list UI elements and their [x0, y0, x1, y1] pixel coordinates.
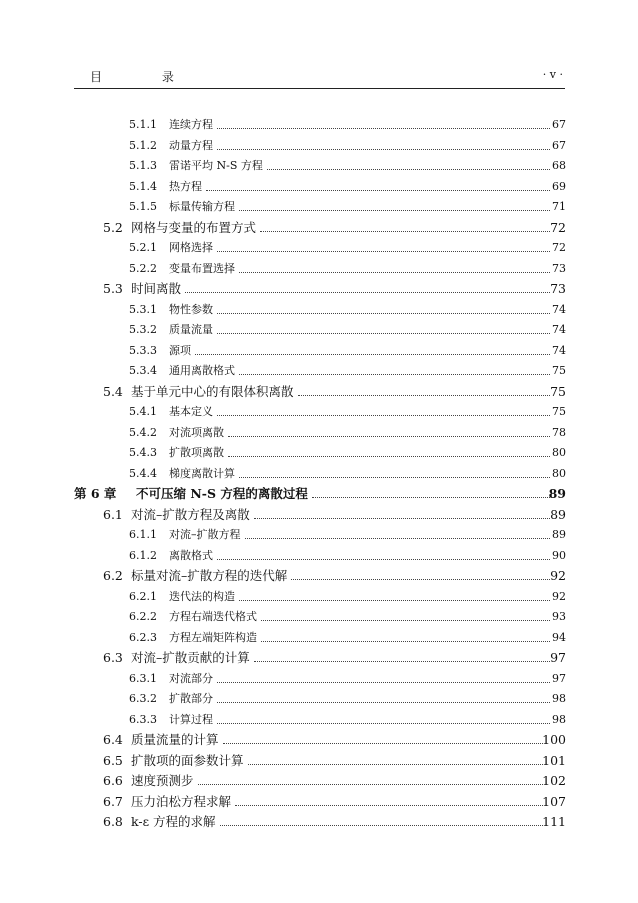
header-page-number: · v ·: [542, 68, 563, 81]
header-rule: [74, 88, 565, 89]
toc-entry: [0, 443, 638, 463]
toc-entry-page: 102: [542, 773, 566, 788]
toc-entry-number: 6.2: [103, 568, 123, 583]
toc-dot-leader: [198, 771, 543, 791]
toc-dot-leader: [267, 156, 550, 176]
toc-entry-page: 80: [552, 466, 566, 480]
toc-entry-number: 5.3: [103, 281, 123, 296]
toc-entry-number: 5.1.2: [129, 138, 157, 152]
toc-entry-title: 基于单元中心的有限体积离散: [131, 383, 294, 399]
toc-entry-number: 5.4.3: [129, 446, 157, 459]
toc-entry-number: 6.2.3: [129, 630, 157, 644]
toc-entry: [0, 136, 638, 156]
toc-entry-title: 基本定义: [169, 405, 213, 418]
toc-dot-leader: [298, 382, 550, 402]
toc-entry-number: 5.1.5: [129, 200, 157, 213]
toc-entry-number: 6.5: [103, 752, 123, 768]
toc-entry-number: 5.1.4: [129, 179, 157, 193]
toc-entry-number: 6.3.2: [129, 692, 157, 705]
toc-entry-title: 离散格式: [169, 548, 213, 562]
toc-entry: [0, 402, 638, 422]
toc-entry-number: 5.3.3: [129, 343, 157, 357]
toc-dot-leader: [291, 566, 550, 586]
toc-entry-number: 第 6 章: [74, 486, 117, 501]
toc-entry: [0, 546, 638, 566]
toc-entry-title: 连续方程: [169, 118, 213, 131]
toc-entry-title: 雷诺平均 N-S 方程: [169, 159, 263, 172]
toc-entry-page: 72: [550, 219, 566, 235]
toc-entry: [0, 156, 638, 176]
toc-entry-page: 89: [550, 506, 566, 522]
toc-dot-leader: [261, 628, 550, 648]
toc-dot-leader: [254, 648, 550, 668]
toc-entry-page: 94: [552, 630, 566, 644]
toc-entry: [0, 792, 638, 812]
toc-entry: [0, 218, 638, 238]
toc-entry-title: 方程右端迭代格式: [169, 610, 257, 623]
toc-dot-leader: [235, 792, 543, 812]
toc-entry-number: 5.4.4: [129, 466, 157, 480]
toc-entry-page: 67: [552, 118, 566, 131]
toc-entry: [0, 259, 638, 279]
toc-entry-title: 热方程: [169, 179, 202, 193]
toc-entry-number: 5.2: [103, 219, 123, 235]
toc-entry: [0, 669, 638, 689]
toc-entry-page: 71: [552, 200, 566, 213]
toc-dot-leader: [217, 689, 550, 709]
toc-dot-leader: [217, 546, 550, 566]
toc-entry-page: 98: [552, 712, 566, 726]
toc-dot-leader: [217, 115, 550, 135]
toc-entry-title: 方程左端矩阵构造: [169, 630, 257, 644]
toc-dot-leader: [195, 341, 550, 361]
toc-entry-page: 75: [552, 364, 566, 377]
toc-dot-leader: [239, 197, 550, 217]
toc-entry-number: 6.3.1: [129, 671, 157, 685]
toc-dot-leader: [217, 238, 550, 258]
toc-entry-page: 90: [552, 548, 566, 562]
toc-entry: [0, 279, 638, 299]
toc-entry-title: 不可压缩 N-S 方程的离散过程: [136, 486, 308, 501]
toc-entry: [0, 341, 638, 361]
toc-entry-page: 78: [552, 425, 566, 439]
toc-dot-leader: [239, 259, 550, 279]
toc-entry-title: 对流–扩散贡献的计算: [131, 650, 250, 665]
toc-entry-title: 梯度离散计算: [169, 466, 235, 480]
toc-entry-page: 107: [542, 793, 566, 809]
toc-entry-number: 5.2.2: [129, 261, 157, 275]
toc-entry-page: 68: [552, 159, 566, 172]
toc-entry: [0, 484, 638, 504]
toc-dot-leader: [312, 484, 550, 504]
toc-entry-number: 6.1.2: [129, 548, 157, 562]
toc-dot-leader: [217, 710, 550, 730]
toc-entry-title: 时间离散: [131, 281, 182, 296]
toc-entry-number: 5.1.1: [129, 118, 157, 131]
toc-entry-title: 源项: [169, 343, 191, 357]
toc-entry: [0, 197, 638, 217]
toc-entry-page: 75: [552, 405, 566, 418]
toc-entry-page: 73: [552, 261, 566, 275]
toc-entry-title: 通用离散格式: [169, 364, 235, 377]
toc-entry-title: 压力泊松方程求解: [131, 793, 232, 809]
toc-entry-title: 质量流量: [169, 323, 213, 336]
toc-entry-page: 75: [550, 383, 566, 399]
toc-entry-number: 6.2.1: [129, 589, 157, 603]
toc-dot-leader: [217, 320, 550, 340]
toc-entry-number: 6.4: [103, 732, 123, 747]
toc-entry-page: 100: [542, 732, 566, 747]
toc-dot-leader: [260, 218, 550, 238]
toc-entry-page: 97: [550, 650, 566, 665]
toc-entry-title: 变量布置选择: [169, 261, 235, 275]
toc-entry-number: 6.1: [103, 506, 123, 522]
toc-entry-page: 93: [552, 610, 566, 623]
toc-entry-number: 6.1.1: [129, 528, 157, 541]
toc-dot-leader: [206, 177, 550, 197]
toc-entry-number: 5.4: [103, 383, 123, 399]
toc-entry-title: 对流部分: [169, 671, 213, 685]
toc-entry: [0, 628, 638, 648]
toc-dot-leader: [228, 443, 550, 463]
toc-entry-page: 74: [552, 302, 566, 316]
toc-entry-title: 网格选择: [169, 241, 213, 254]
toc-dot-leader: [217, 300, 550, 320]
toc-dot-leader: [217, 402, 550, 422]
toc-entry-number: 6.8: [103, 814, 123, 829]
toc-entry-title: 对流–扩散方程及离散: [131, 506, 250, 522]
toc-entry-number: 6.7: [103, 793, 123, 809]
toc-entry: [0, 587, 638, 607]
toc-entry-number: 5.4.2: [129, 425, 157, 439]
toc-dot-leader: [217, 669, 550, 689]
toc-entry-title: 速度预测步: [131, 773, 194, 788]
toc-entry-page: 74: [552, 323, 566, 336]
toc-entry: [0, 115, 638, 135]
toc-entry-page: 98: [552, 692, 566, 705]
toc-entry: [0, 238, 638, 258]
toc-dot-leader: [223, 730, 543, 750]
toc-entry: [0, 607, 638, 627]
toc-dot-leader: [217, 136, 550, 156]
toc-entry: [0, 648, 638, 668]
toc-entry-page: 74: [552, 343, 566, 357]
toc-entry-page: 92: [550, 568, 566, 583]
toc-entry-number: 5.3.4: [129, 364, 157, 377]
toc-entry-page: 80: [552, 446, 566, 459]
toc-entry: [0, 300, 638, 320]
toc-entry: [0, 464, 638, 484]
toc-entry-title: 物性参数: [169, 302, 213, 316]
toc-entry-title: 动量方程: [169, 138, 213, 152]
toc-dot-leader: [239, 464, 550, 484]
toc-entry: [0, 751, 638, 771]
toc-entry-number: 5.1.3: [129, 159, 157, 172]
toc-dot-leader: [239, 587, 550, 607]
toc-entry-title: 扩散部分: [169, 692, 213, 705]
toc-entry-number: 5.3.2: [129, 323, 157, 336]
toc-entry: [0, 320, 638, 340]
toc-dot-leader: [185, 279, 550, 299]
toc-entry: [0, 730, 638, 750]
toc-entry: [0, 566, 638, 586]
toc-dot-leader: [245, 525, 551, 545]
toc-entry-page: 67: [552, 138, 566, 152]
toc-entry-title: 质量流量的计算: [131, 732, 219, 747]
toc-entry: [0, 689, 638, 709]
toc-entry: [0, 361, 638, 381]
toc-entry-page: 101: [542, 752, 566, 768]
toc-entry-number: 5.3.1: [129, 302, 157, 316]
toc-entry-number: 6.3.3: [129, 712, 157, 726]
toc-entry-title: k-ε 方程的求解: [131, 814, 216, 829]
toc-entry-title: 对流项离散: [169, 425, 224, 439]
toc-entry: [0, 771, 638, 791]
toc-dot-leader: [220, 812, 543, 832]
toc-entry-number: 6.6: [103, 773, 123, 788]
running-header: [74, 64, 565, 88]
toc-entry-title: 计算过程: [169, 712, 213, 726]
toc-dot-leader: [254, 505, 550, 525]
header-title: 目 录: [90, 70, 202, 84]
toc-entry-number: 5.4.1: [129, 405, 157, 418]
toc-entry: [0, 382, 638, 402]
toc-entry-title: 网格与变量的布置方式: [131, 219, 257, 235]
toc-entry-page: 89: [548, 486, 566, 501]
toc-entry-page: 89: [552, 528, 566, 541]
toc-entry-title: 标量对流–扩散方程的迭代解: [131, 568, 288, 583]
toc-entry-title: 扩散项离散: [169, 446, 224, 459]
toc-entry-number: 5.2.1: [129, 241, 157, 254]
toc-entry-title: 对流–扩散方程: [169, 528, 241, 541]
toc-entry-page: 111: [542, 814, 566, 829]
toc-entry: [0, 177, 638, 197]
toc-entry-title: 迭代法的构造: [169, 589, 235, 603]
toc-entry-number: 6.2.2: [129, 610, 157, 623]
toc-entry-page: 72: [552, 241, 566, 254]
toc-entry-page: 73: [550, 281, 566, 296]
toc-entry-title: 标量传输方程: [169, 200, 235, 213]
toc-entry: [0, 525, 638, 545]
toc-entry: [0, 423, 638, 443]
toc-entry-page: 97: [552, 671, 566, 685]
toc-entry-page: 69: [552, 179, 566, 193]
toc-entry: [0, 505, 638, 525]
toc-entry: [0, 710, 638, 730]
toc-entry-title: 扩散项的面参数计算: [131, 752, 244, 768]
toc-dot-leader: [228, 423, 550, 443]
toc-entry: [0, 812, 638, 832]
toc-dot-leader: [239, 361, 550, 381]
toc-entry-number: 6.3: [103, 650, 123, 665]
toc-entry-page: 92: [552, 589, 566, 603]
toc-dot-leader: [261, 607, 550, 627]
toc-dot-leader: [248, 751, 543, 771]
